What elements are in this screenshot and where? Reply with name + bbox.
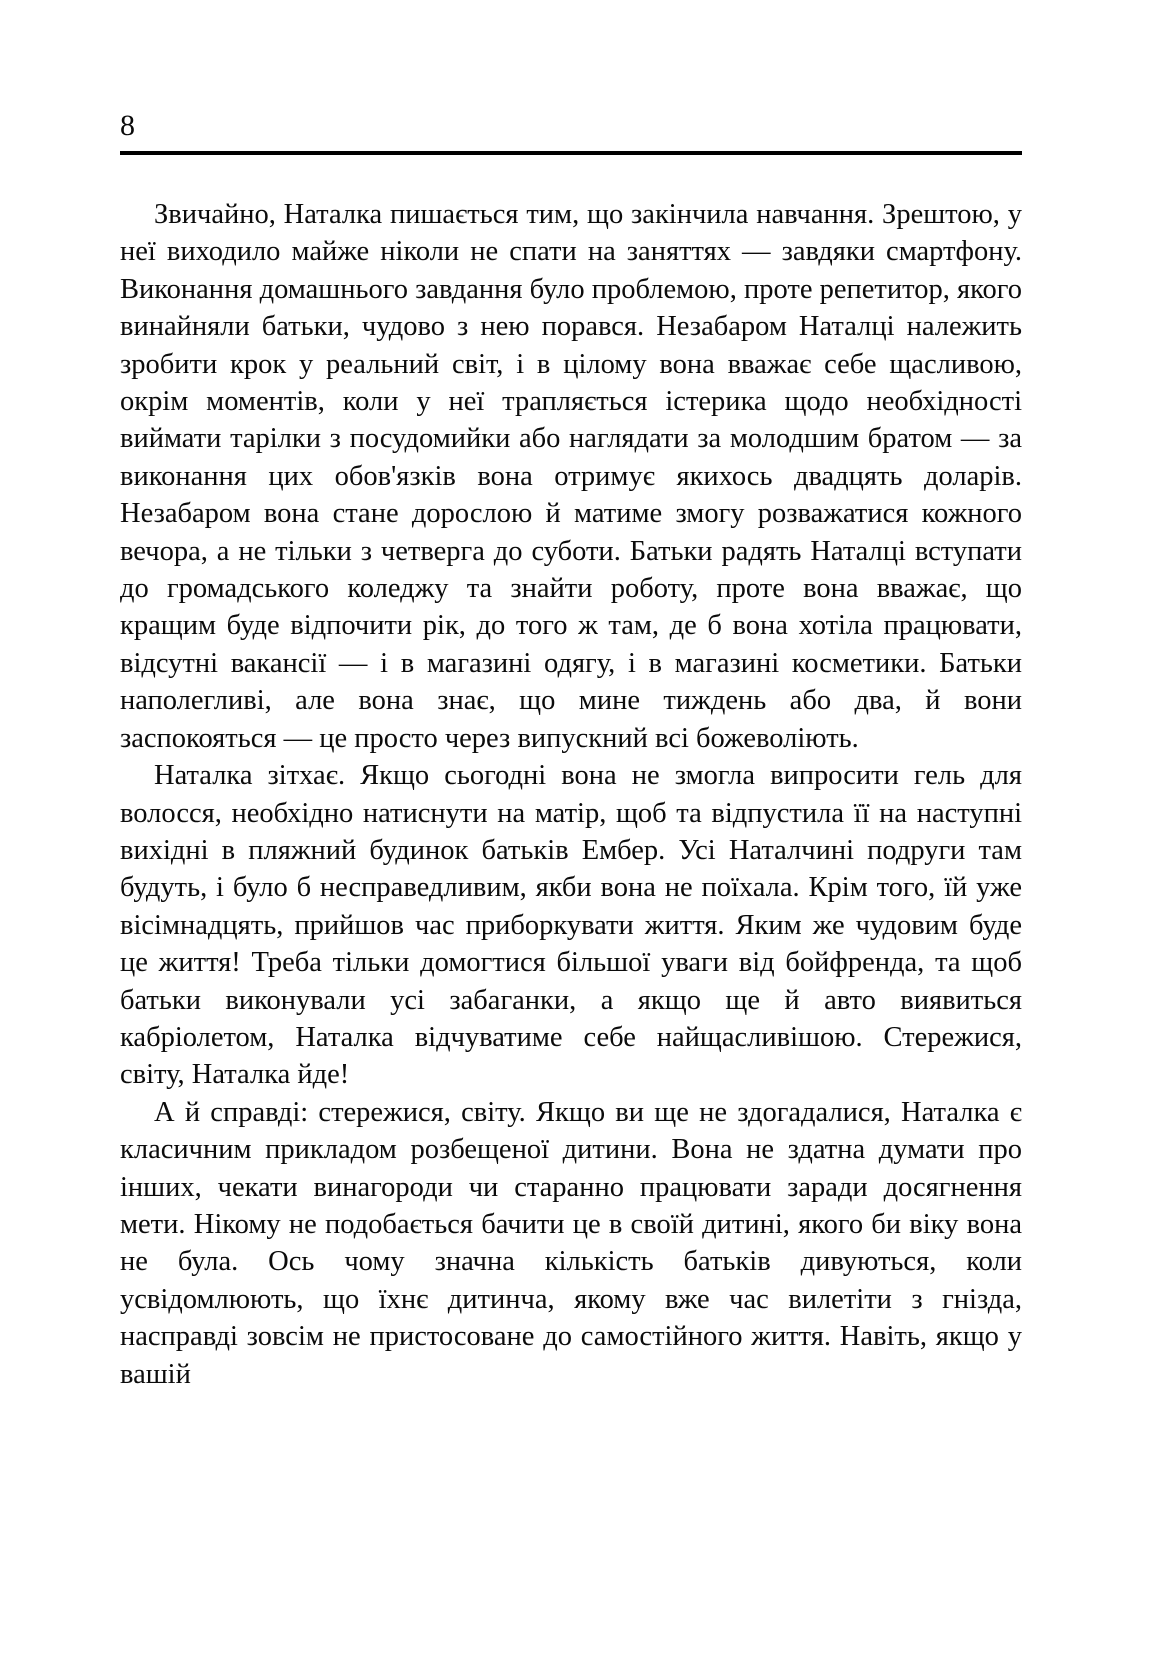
- paragraph: Наталка зітхає. Якщо сьогодні вона не змогла випросити гель для волосся, необхідно натиснути на матір, щоб та відпустила її на наступні вихідні в пляжний будинок батьків Ембер. Усі Наталчині подруги там будуть, і було б несправедливим, якби вона не поїхала. Крім того, їй уже вісімнадцять, прийшов час приборкувати життя. Яким же чудовим буде це життя! Треба тільки домогтися більшої уваги від бойфренда, та щоб батьки виконували усі забаганки, а якщо ще й авто виявиться кабріолетом, Наталка відчуватиме себе найщасливішою. Стережися, світу, Наталка йде!: [120, 760, 1022, 1091]
- page-header: [120, 108, 1022, 155]
- header-rule: [120, 151, 1022, 155]
- paragraph: А й справді: стережися, світу. Якщо ви ще не здогадалися, Наталка є класичним прикладом розбещеної дитини. Вона не здатна думати про інших, чекати винагороди чи старанно працювати заради досягнення мети. Нікому не подобається бачити це в своїй дитині, якого би віку вона не була. Ось чому значна кількість батьків дивуються, коли усвідомлюють, що їхнє дитинча, якому вже час вилетіти з гнізда, насправді зовсім не пристосоване до самостійного життя. Навіть, якщо у вашій: [120, 1096, 1022, 1390]
- body-text-block: [120, 196, 1022, 1393]
- page-number: 8: [120, 109, 136, 142]
- paragraph: Звичайно, Наталка пишається тим, що закінчила навчання. Зрештою, у неї виходило майже ніколи не спати на заняттях — завдяки смартфону. Виконання домашнього завдання було проблемою, проте репетитор, якого винайняли батьки, чудово з нею порався. Незабаром Наталці належить зробити крок у реальний світ, і в цілому вона вважає себе щасливою, окрім моментів, коли у неї трапляється істерика щодо необхідності виймати тарілки з посудомийки або наглядати за молодшим братом — за виконання цих обов'язків вона отримує якихось двадцять доларів. Незабаром вона стане дорослою й матиме змогу розважатися кожного вечора, а не тільки з четверга до суботи. Батьки радять Наталці вступати до громадського коледжу та знайти роботу, проте вона вважає, що кращим буде відпочити рік, до того ж там, де б вона хотіла працювати, відсутні вакансії — і в магазині одягу, і в магазині косметики. Батьки наполегливі, але вона знає, що мине тиждень або два, й вони заспокояться — це просто через випускний всі божеволіють.: [120, 199, 1022, 754]
